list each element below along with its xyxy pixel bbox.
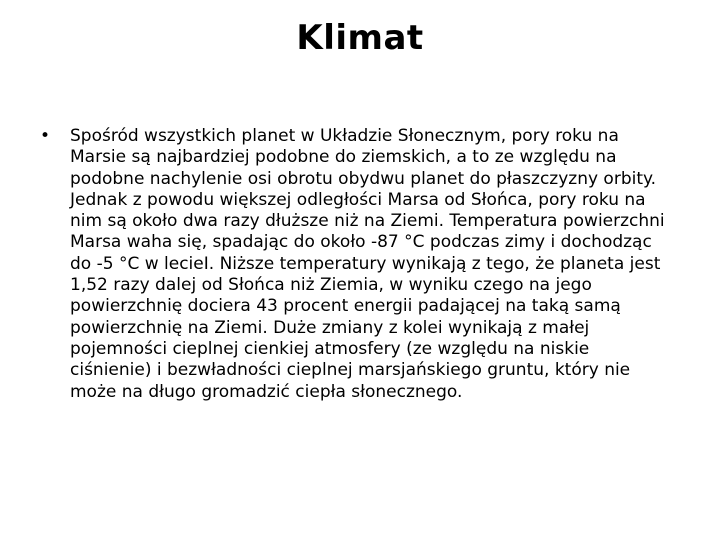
bullet-icon: • [40, 126, 51, 146]
slide-content [36, 126, 676, 403]
bullet-item [36, 126, 676, 403]
slide-title: Klimat [296, 18, 424, 58]
bullet-text: Spośród wszystkich planet w Układzie Słonecznym, pory roku na Marsie są najbardziej podobne do ziemskich, a to ze względu na podobne nachylenie osi obrotu obydwu planet do płaszczyzny orbity. Jednak z powodu większej odległości Marsa od Słońca, pory roku na nim są około dwa razy dłuższe niż na Ziemi. Temperatura powierzchni Marsa waha się, spadając do około -87 °C podczas zimy i dochodząc do -5 °C w lecieI. Niższe temperatury wynikają z tego, że planeta jest 1,52 razy dalej od Słońca niż Ziemia, w wyniku czego na jego powierzchnię dociera 43 procent energii padającej na taką samą powierzchnię na Ziemi. Duże zmiany z kolei wynikają z małej pojemności cieplnej cienkiej atmosfery (ze względu na niskie ciśnienie) i bezwładności cieplnej marsjańskiego gruntu, który nie może na długo gromadzić ciepła słonecznego. [70, 126, 665, 402]
